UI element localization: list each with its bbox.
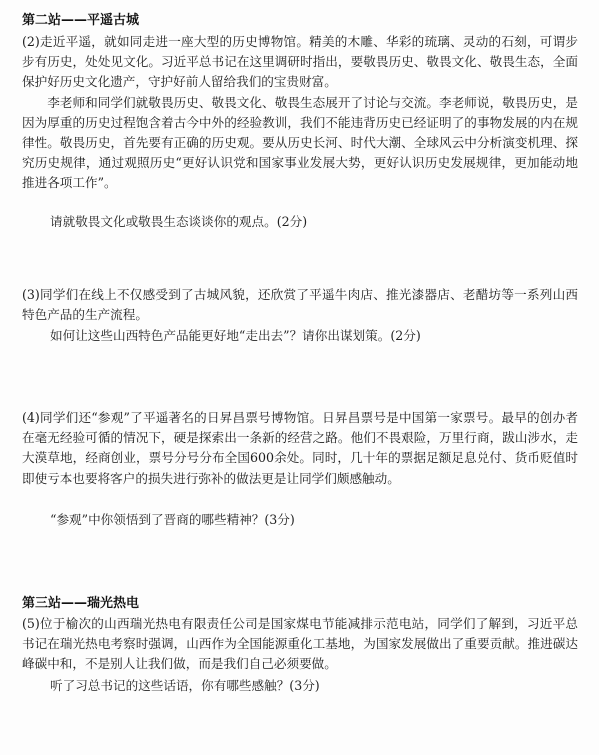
- question-5-passage: [22, 614, 578, 675]
- station2-heading: 第二站——平遥古城: [22, 13, 140, 28]
- question-3-passage: [22, 285, 578, 325]
- question-2-passage: [22, 32, 578, 194]
- question-4-prompt: “参观”中你领悟到了晋商的哪些精神？(3分): [50, 512, 295, 527]
- question-2-paragraph-2: 李老师和同学们就敬畏历史、敬畏文化、敬畏生态展开了讨论与交流。李老师说，敬畏历史，是因为厚重的历史过程饱含着古今中外的经验教训，我们不能违背历史已经证明了的事物发展的内在规律性。敬畏历史，首先要有正确的历史观。要从历史长河、时代大潮、全球风云中分析演变机理、探究历史规律，通过观照历史“更好认识党和国家事业发展大势，更好认识历史发展规律，更加能动地推进各项工作”。: [22, 94, 578, 191]
- question-3-paragraph-1: (3)同学们在线上不仅感受到了古城风貌，还欣赏了平遥牛肉店、推光漆器店、老醋坊等一系列山西特色产品的生产流程。: [22, 287, 578, 323]
- question-5-paragraph-1: (5)位于榆次的山西瑞光热电有限责任公司是国家煤电节能减排示范电站，同学们了解到，习近平总书记在瑞光热电考察时强调，山西作为全国能源重化工基地，为国家发展做出了重要贡献。推进碳达峰碳中和，不是别人让我们做，而是我们自己必须要做。: [22, 616, 578, 672]
- question-2-paragraph-1: (2)走近平遥，就如同走进一座大型的历史博物馆。精美的木雕、华彩的琉璃、灵动的石刻，可谓步步有历史，处处见文化。习近平总书记在这里调研时指出，要敬畏历史、敬畏文化、敬畏生态，全面保护好历史文化遗产，守护好前人留给我们的宝贵财富。: [22, 34, 578, 90]
- question-2-prompt: 请就敬畏文化或敬畏生态谈谈你的观点。(2分): [50, 214, 308, 229]
- question-3-prompt: 如何让这些山西特色产品能更好地“走出去”？请你出谋划策。(2分): [50, 328, 421, 343]
- station3-heading: 第三站——瑞光热电: [22, 596, 140, 611]
- question-5-prompt: 听了习总书记的这些话语，你有哪些感触？(3分): [50, 678, 320, 693]
- question-4-paragraph-1: (4)同学们还“参观”了平遥著名的日昇昌票号博物馆。日昇昌票号是中国第一家票号。最早的创办者在毫无经验可循的情况下，硬是探索出一条新的经营之路。他们不畏艰险，万里行商，跋山涉水，走大漠草地，经商创业，票号分号分布全国600余处。同时，几十年的票据足额足息兑付、货币贬值时即使亏本也要将客户的损失进行弥补的做法更是让同学们颇感触动。: [22, 410, 578, 486]
- question-4-passage: [22, 408, 578, 489]
